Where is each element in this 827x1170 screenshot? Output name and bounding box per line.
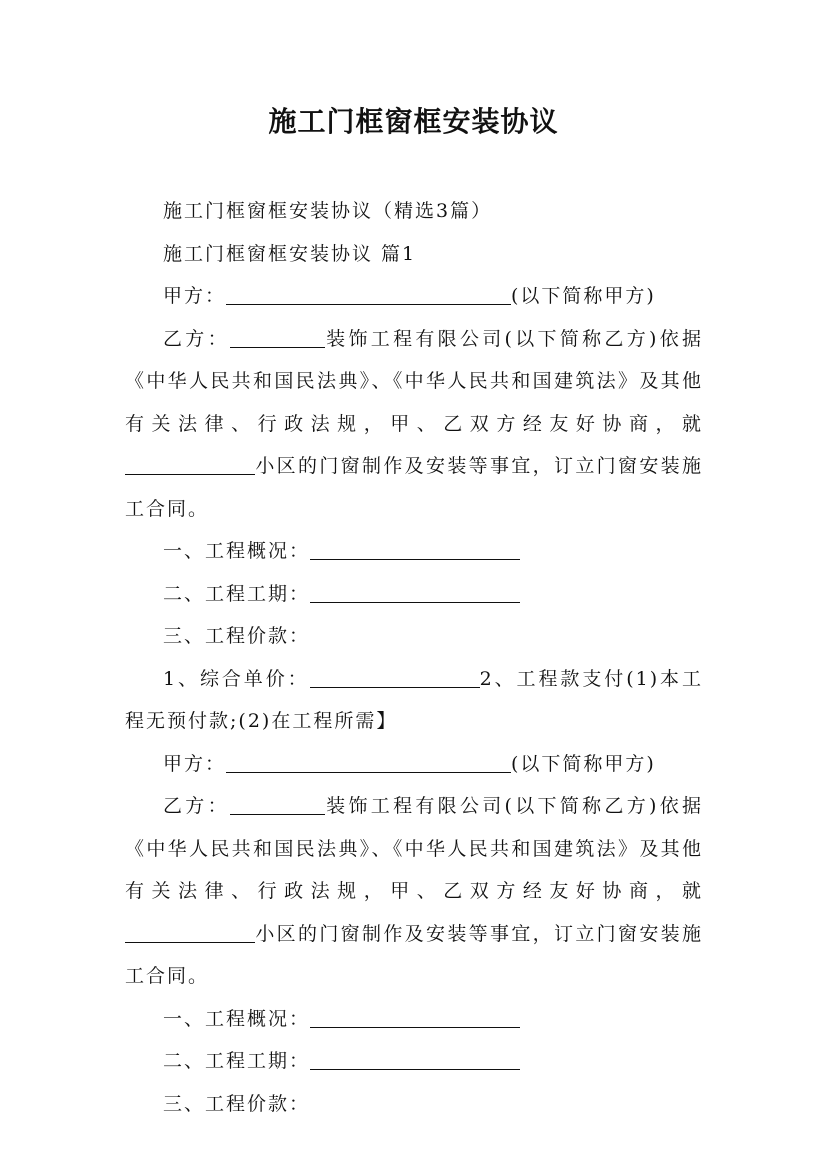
unit-price-paragraph xyxy=(125,658,703,743)
document-title: 施工门框窗框安装协议 xyxy=(268,105,559,138)
party-b-text: 装饰工程有限公司(以下简称乙方)依据《中华人民共和国民法典》、《中华人民共和国建筑法》及其他有关法律、行政法规，甲、乙双方经友好协商，就 xyxy=(125,795,703,902)
item-schedule-label: 二、工程工期： xyxy=(163,582,311,605)
community-blank xyxy=(125,455,255,475)
unit-price-rest: 2、工程款支付(1)本工程无预付款;(2)在工程所需】 xyxy=(125,667,703,732)
party-b-text-2: 小区的门窗制作及安装等事宜，订立门窗安装施工合同。 xyxy=(125,455,703,520)
schedule-blank xyxy=(310,583,520,603)
party-a-label: 甲方： xyxy=(163,285,227,307)
item-overview xyxy=(125,998,703,1041)
item-schedule-label: 二、工程工期： xyxy=(163,1050,311,1072)
schedule-blank xyxy=(310,1050,520,1070)
party-b-text: 装饰工程有限公司(以下简称乙方)依据《中华人民共和国民法典》、《中华人民共和国建筑法》及其他有关法律、行政法规，甲、乙双方经友好协商，就 xyxy=(125,327,703,435)
party-a-suffix: (以下简称甲方) xyxy=(511,752,656,775)
item-overview xyxy=(125,530,703,573)
party-a-blank xyxy=(226,285,511,305)
party-b-paragraph xyxy=(125,318,703,531)
item-price: 三、工程价款： xyxy=(163,625,311,647)
party-b-blank xyxy=(230,328,325,348)
party-a-blank xyxy=(226,753,511,773)
section-heading: 施工门框窗框安装协议 篇1 xyxy=(163,242,417,265)
party-a-suffix: (以下简称甲方) xyxy=(511,285,656,307)
item-price: 三、工程价款： xyxy=(163,1092,311,1115)
party-a-line xyxy=(125,275,703,318)
document-body xyxy=(125,190,703,1125)
intro-line: 施工门框窗框安装协议（精选3篇） xyxy=(163,200,493,222)
item-schedule xyxy=(125,573,703,616)
party-b-label: 乙方： xyxy=(163,795,230,817)
unit-price-blank xyxy=(310,668,480,688)
party-a-line xyxy=(125,743,703,786)
party-a-label: 甲方： xyxy=(163,752,227,775)
overview-blank xyxy=(310,540,520,560)
overview-blank xyxy=(310,1008,520,1028)
party-b-blank xyxy=(230,795,325,815)
item-overview-label: 一、工程概况： xyxy=(163,1007,311,1030)
item-schedule xyxy=(125,1040,703,1083)
party-b-paragraph xyxy=(125,785,703,998)
party-b-label: 乙方： xyxy=(163,327,230,350)
party-b-text-2: 小区的门窗制作及安装等事宜，订立门窗安装施工合同。 xyxy=(125,922,703,987)
community-blank xyxy=(125,923,255,943)
item-overview-label: 一、工程概况： xyxy=(163,540,311,562)
unit-price-label: 1、综合单价： xyxy=(163,667,310,690)
